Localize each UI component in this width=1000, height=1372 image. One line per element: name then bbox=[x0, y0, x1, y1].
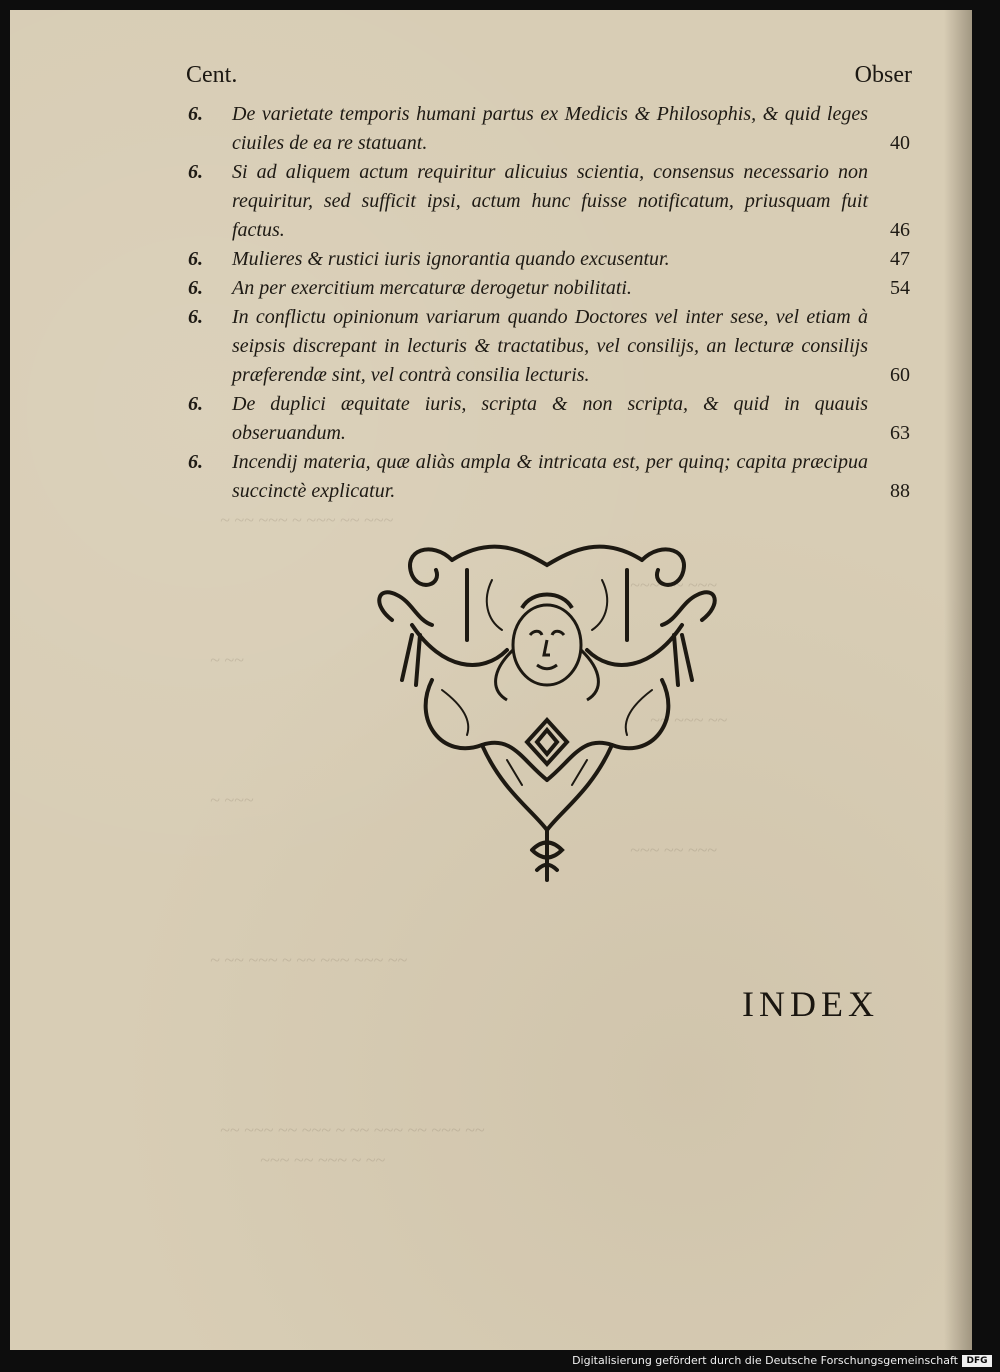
entry-number: 6. bbox=[188, 277, 203, 299]
show-through: ~ ~~~ bbox=[210, 790, 254, 810]
entry-title: De varietate temporis humani partus ex Medicis & Philosophis, & quid leges ciuiles de ea re statuant. bbox=[232, 103, 868, 154]
show-through: ~ ~~ ~~~ ~ ~~ ~~~ ~~~ ~~ bbox=[210, 950, 408, 970]
toc-entry bbox=[186, 100, 912, 158]
dfg-logo-icon: DFG bbox=[962, 1355, 992, 1367]
digitization-footer bbox=[0, 1352, 1000, 1372]
footer-credit: Digitalisierung gefördert durch die Deutsche Forschungsgemeinschaft bbox=[572, 1354, 958, 1367]
header-left: Cent. bbox=[186, 62, 238, 88]
entry-title: An per exercitium mercaturæ derogetur nobilitati. bbox=[232, 277, 632, 299]
page-gutter-shadow bbox=[944, 10, 972, 1350]
woodcut-cherub-ornament-icon bbox=[372, 530, 722, 890]
toc-entry bbox=[186, 390, 912, 448]
toc-entry bbox=[186, 245, 912, 274]
entry-page: 88 bbox=[890, 480, 910, 502]
entry-number: 6. bbox=[188, 306, 203, 328]
entry-number: 6. bbox=[188, 161, 203, 183]
index-heading: INDEX bbox=[742, 984, 879, 1024]
show-through: ~~ ~~~ ~~ bbox=[650, 710, 728, 730]
entry-page: 47 bbox=[890, 248, 910, 270]
entry-title: Mulieres & rustici iuris ignorantia quando excusentur. bbox=[232, 248, 670, 270]
entry-title: In conflictu opinionum variarum quando Doctores vel inter sese, vel etiam à seipsis discrepant in lecturis & tractatibus, vel consilijs, an lecturæ consilijs præferendæ sint, vel contrà consilia lecturis. bbox=[232, 306, 868, 386]
show-through: ~ ~~ bbox=[210, 650, 244, 670]
entry-title: Si ad aliquem actum requiritur alicuius scientia, consensus necessario non requiritur, sed sufficit ipsi, actum hunc fuisse notificatum, priusquam fuit factus. bbox=[232, 161, 868, 241]
table-of-contents bbox=[186, 100, 912, 506]
entry-page: 46 bbox=[890, 219, 910, 241]
entry-page: 40 bbox=[890, 132, 910, 154]
show-through: ~ ~~ ~~~ ~ ~~~ ~~ ~~~ bbox=[220, 510, 394, 530]
header-right: Obser bbox=[854, 62, 912, 88]
toc-entry bbox=[186, 274, 912, 303]
entry-title: De duplici æquitate iuris, scripta & non scripta, & quid in quauis obseruandum. bbox=[232, 393, 868, 444]
entry-page: 60 bbox=[890, 364, 910, 386]
entry-number: 6. bbox=[188, 103, 203, 125]
show-through: ~~~ ~~ ~~~ ~ ~~ bbox=[260, 1150, 386, 1170]
show-through: ~~~ ~~ ~~~ bbox=[630, 575, 717, 595]
entry-number: 6. bbox=[188, 451, 203, 473]
entry-page: 63 bbox=[890, 422, 910, 444]
toc-entry bbox=[186, 448, 912, 506]
entry-number: 6. bbox=[188, 393, 203, 415]
entry-title: Incendij materia, quæ aliàs ampla & intricata est, per quinq; capita præcipua succinctè explicatur. bbox=[232, 451, 868, 502]
running-header bbox=[186, 62, 912, 96]
toc-entry bbox=[186, 158, 912, 245]
entry-page: 54 bbox=[890, 277, 910, 299]
toc-entry bbox=[186, 303, 912, 390]
entry-number: 6. bbox=[188, 248, 203, 270]
show-through: ~~ ~~~ ~~ ~~~ ~ ~~ ~~~ ~~ ~~~ ~~ bbox=[220, 1120, 485, 1140]
show-through: ~~~ ~~ ~~~ bbox=[630, 840, 717, 860]
